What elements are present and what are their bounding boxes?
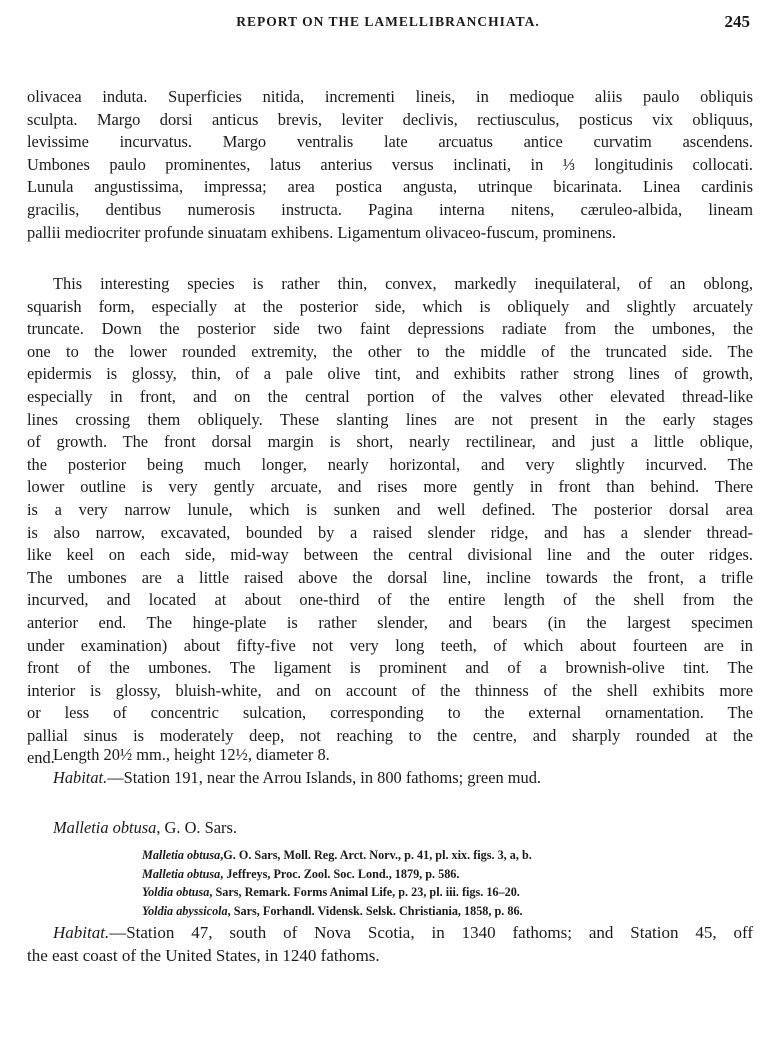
habitat-text: —Station 191, near the Arrou Islands, in 800 fathoms; green mud. [107,767,542,787]
text-line: gracilis, dentibus numerosis instructa. Pagina interna nitens, cæruleo-albida, lineam [27,199,753,219]
reference-line [142,846,532,865]
species-name: Malletia obtusa [53,818,157,837]
reference-taxon: Malletia obtusa [142,866,221,881]
habitat-label: Habitat. [53,923,110,942]
text-line: lower outline is very gently arcuate, and rises more gently in front than behind. There [27,477,753,497]
page-number: 245 [724,12,750,31]
text-line: squarish form, especially at the posterior side, which is obliquely and slightly arcuately [27,296,753,316]
text-line: lines crossing them obliquely. These slanting lines are not present in the early stages [27,409,753,429]
reference-line [142,902,532,921]
habitat-text-2: the east coast of the United States, in 1240 fathoms. [27,945,380,965]
running-title: REPORT ON THE LAMELLIBRANCHIATA. [236,14,540,29]
habitat-47 [27,922,753,967]
text-line: interior is glossy, bluish-white, and on account of the thinness of the shell exhibits more [27,680,753,700]
habitat-191 [27,767,753,790]
habitat-text: —Station 47, south of Nova Scotia, in 1340 fathoms; and Station 45, off [109,923,753,942]
reference-taxon: Yoldia obtusa [142,885,210,899]
text-line: one to the lower rounded extremity, the other to the middle of the truncated side. The [27,341,753,361]
reference-citation: , Sars, Forhandl. Vidensk. Selsk. Christiania, 1858, p. 86. [227,903,523,918]
text-line: pallial sinus is moderately deep, not reaching to the centre, and sharply rounded at the [27,725,753,745]
text-line: especially in front, and on the central portion of the valves other elevated thread-like [27,386,753,406]
reference-citation: , Jeffreys, Proc. Zool. Soc. Lond., 1879, p. 586. [220,866,460,881]
reference-citation: , Sars, Remark. Forms Animal Life, p. 23, pl. iii. figs. 16–20. [209,885,520,899]
text-line: is also narrow, excavated, bounded by a raised slender ridge, and has a slender thread- [27,522,753,542]
text-line: or less of concentric sulcation, corresponding to the external ornamentation. The [27,703,753,723]
reference-citation: ,G. O. Sars, Moll. Reg. Arct. Norv., p. 41, pl. xix. figs. 3, a, b. [220,848,532,862]
reference-taxon: Yoldia abyssicola [142,903,228,918]
text-line: This interesting species is rather thin, convex, markedly inequilateral, of an oblong, [53,274,753,293]
text-line: front of the umbones. The ligament is prominent and of a brownish-olive tint. The [27,658,753,678]
text-line: of growth. The front dorsal margin is short, nearly rectilinear, and just a little oblique, [27,432,753,452]
text-line: olivacea induta. Superficies nitida, incrementi lineis, in medioque aliis paulo obliquis [27,87,753,106]
text-line: pallii mediocriter profunde sinuatam exhibens. Ligamentum olivaceo-fuscum, prominens. [27,222,616,242]
text-line: incurved, and located at about one-third of the entire length of the shell from the [27,590,753,610]
text-line: Lunula angustissima, impressa; area postica angusta, utrinque bicarinata. Linea cardinis [27,177,753,197]
reference-line [142,865,532,884]
text-line: sculpta. Margo dorsi anticus brevis, leviter declivis, rectiusculus, posticus vix obliquus, [27,109,753,129]
text-line: like keel on each side, mid-way between the central divisional line and the outer ridges. [27,545,753,565]
text-line: epidermis is glossy, thin, of a pale olive tint, and exhibits rather strong lines of growth, [27,364,753,384]
text-line: the posterior being much longer, nearly horizontal, and very slightly incurved. The [27,454,753,474]
synonymy-references [142,846,532,920]
text-line: is a very narrow lunule, which is sunken and well defined. The posterior dorsal area [27,499,753,519]
measurements-block [27,744,753,789]
description-paragraph [27,273,753,770]
text-line: under examination) about fifty-five not very long teeth, of which about fourteen are in [27,635,753,655]
reference-line [142,883,532,902]
text-line: end. [27,748,55,768]
habitat-label: Habitat. [53,767,108,787]
latin-diagnosis [27,86,753,244]
text-line: Umbones paulo prominentes, latus anterius versus inclinati, in ⅓ longitudinis collocati. [27,154,753,174]
text-line: The umbones are a little raised above the dorsal line, incline towards the front, a trifle [27,567,753,587]
text-line: levissime incurvatus. Margo ventralis late arcuatus antice curvatim ascendens. [27,132,753,152]
species-heading [27,817,753,840]
measurements: Length 20½ mm., height 12½, diameter 8. [53,745,330,764]
text-line: truncate. Down the posterior side two faint depressions radiate from the umbones, the [27,319,753,339]
species-author: , G. O. Sars. [156,818,237,837]
text-line: anterior end. The hinge-plate is rather slender, and bears (in the largest specimen [27,612,753,632]
reference-taxon: Malletia obtusa [142,848,221,862]
